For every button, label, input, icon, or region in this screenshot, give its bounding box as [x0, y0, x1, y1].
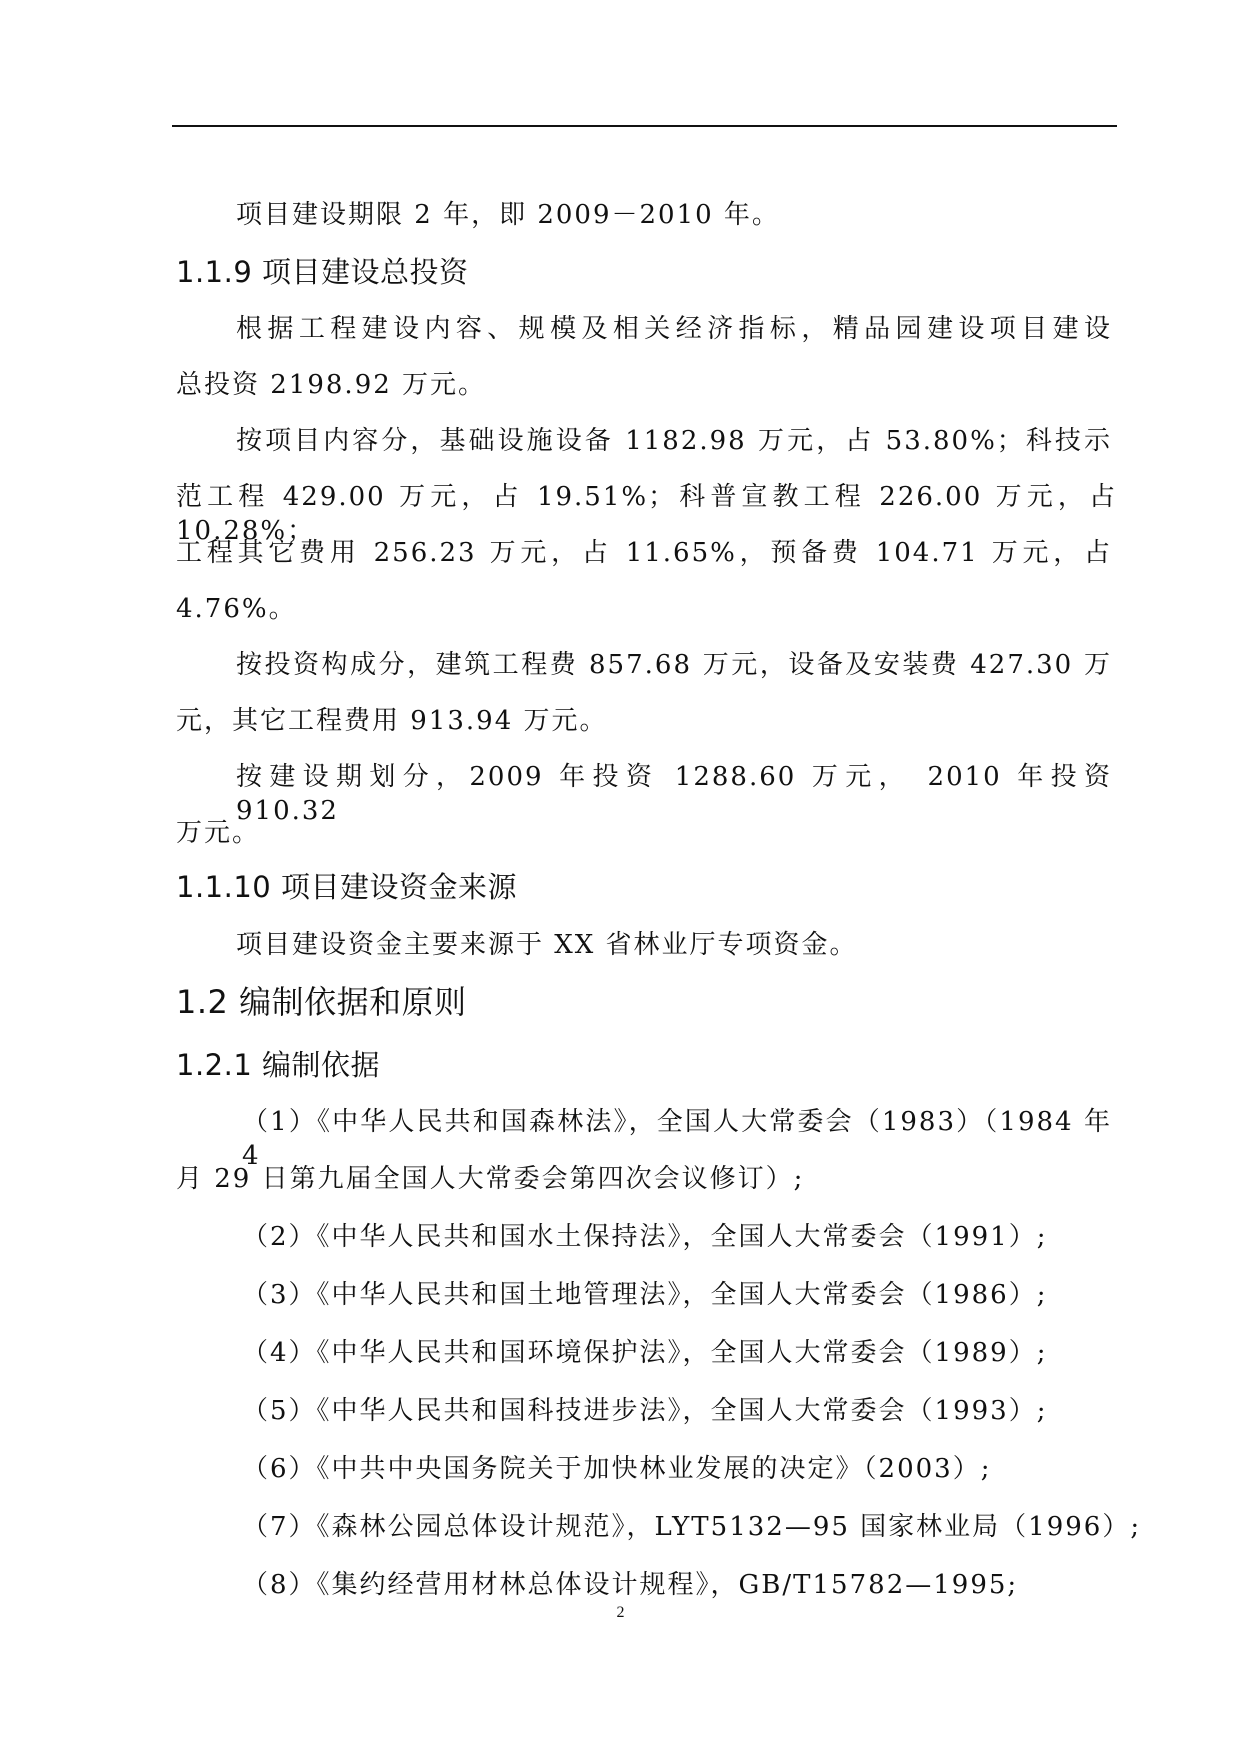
paragraph-by-composition-line2: 元，其它工程费用 913.94 万元。 — [176, 706, 608, 736]
basis-item-7: （7）《森林公园总体设计规范》，LYT5132—95 国家林业局（1996）; — [242, 1512, 1142, 1542]
paragraph-funding-source: 项目建设资金主要来源于 XX 省林业厅专项资金。 — [236, 930, 858, 960]
basis-item-1-line2: 月 29 日第九届全国人大常委会第四次会议修订）; — [176, 1164, 805, 1194]
paragraph-by-content-line4: 4.76%。 — [176, 594, 297, 624]
paragraph-total-investment-line2: 总投资 2198.92 万元。 — [176, 370, 487, 400]
paragraph-by-content-line2: 范工程 429.00 万元，占 19.51%；科普宣教工程 226.00 万元，占 10.28%； — [176, 482, 1117, 546]
paragraph-construction-period: 项目建设期限 2 年，即 2009－2010 年。 — [236, 200, 780, 230]
basis-item-5: （5）《中华人民共和国科技进步法》，全国人大常委会（1993）; — [242, 1396, 1048, 1426]
paragraph-by-period-line2: 万元。 — [176, 818, 261, 848]
paragraph-by-content-line3: 工程其它费用 256.23 万元，占 11.65%，预备费 104.71 万元，占 — [176, 538, 1112, 568]
basis-item-3: （3）《中华人民共和国土地管理法》，全国人大常委会（1986）; — [242, 1280, 1048, 1310]
basis-item-1-line1: （1）《中华人民共和国森林法》，全国人大常委会（1983）（1984 年 4 — [242, 1107, 1112, 1171]
heading-1-2: 1.2 编制依据和原则 — [176, 983, 467, 1021]
basis-item-6: （6）《中共中央国务院关于加快林业发展的决定》（2003）; — [242, 1454, 992, 1484]
basis-item-8: （8）《集约经营用材林总体设计规程》，GB/T15782—1995; — [242, 1570, 1019, 1600]
heading-1-1-10: 1.1.10 项目建设资金来源 — [176, 870, 517, 904]
paragraph-total-investment-line1: 根据工程建设内容、规模及相关经济指标，精品园建设项目建设 — [236, 314, 1112, 344]
page-number: 2 — [616, 1604, 625, 1621]
basis-item-2: （2）《中华人民共和国水土保持法》，全国人大常委会（1991）; — [242, 1222, 1048, 1252]
paragraph-by-composition-line1: 按投资构成分，建筑工程费 857.68 万元，设备及安装费 427.30 万 — [236, 650, 1112, 680]
paragraph-by-period-line1: 按建设期划分，2009 年投资 1288.60 万元， 2010 年投资 910.32 — [236, 762, 1112, 826]
header-rule — [172, 125, 1117, 127]
paragraph-by-content-line1: 按项目内容分，基础设施设备 1182.98 万元，占 53.80%；科技示 — [236, 426, 1112, 456]
heading-1-1-9: 1.1.9 项目建设总投资 — [176, 255, 469, 289]
heading-1-2-1: 1.2.1 编制依据 — [176, 1048, 381, 1082]
basis-item-4: （4）《中华人民共和国环境保护法》，全国人大常委会（1989）; — [242, 1338, 1048, 1368]
